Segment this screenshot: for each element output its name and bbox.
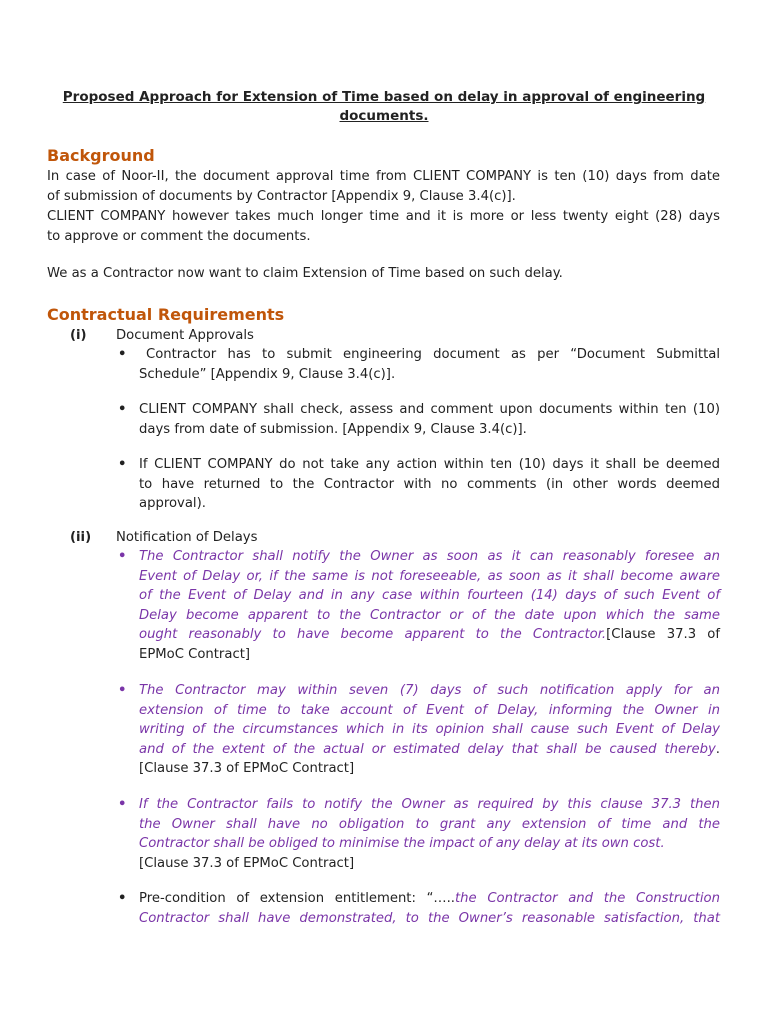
text-line: Contractor has to submit engineering document as per “Document Submittal <box>146 347 720 362</box>
section-number: (i) <box>70 328 87 343</box>
quoted-text: and of the extent of the actual or estimated delay that shall be caused thereby <box>139 741 716 757</box>
text-line: to approve or comment the documents. <box>47 229 311 244</box>
text-line: If CLIENT COMPANY do not take any action within ten (10) days it shall be deemed <box>139 457 720 472</box>
text-line <box>139 625 720 645</box>
text-line: to have returned to the Contractor with no comments (in other words deemed <box>139 476 720 492</box>
background-paragraph-2 <box>47 264 720 284</box>
text-line: the Owner shall have no obligation to grant any extension of time and the <box>139 816 720 832</box>
text-line: Event of Delay or, if the same is not foreseeable, as soon as it shall become aware <box>139 568 720 584</box>
text-line: Delay become apparent to the Contractor or of the date upon which the same <box>139 607 720 623</box>
text-line: The Contractor may within seven (7) days of such notification apply for an <box>139 683 720 698</box>
text-line: The Contractor shall notify the Owner as soon as it can reasonably foresee an <box>139 549 720 564</box>
text-line: of the Event of Delay and in any case within fourteen (14) days of such Event of <box>139 588 720 603</box>
section-number: (ii) <box>70 530 92 545</box>
text-line: writing of the circumstances which in its opinion shall cause such Event of Delay <box>139 722 720 737</box>
text-line: Contractor shall have demonstrated, to the Owner’s reasonable satisfaction, that <box>139 910 720 926</box>
clause-reference: [Clause 37.3 of <box>606 627 720 642</box>
section-title: Notification of Delays <box>116 530 258 545</box>
background-paragraph-1 <box>47 167 720 247</box>
plain-text: Pre-condition of extension entitlement: “….. <box>139 891 455 906</box>
document-title <box>60 88 708 126</box>
contractual-heading: Contractual Requirements <box>47 305 285 324</box>
text-line: of submission of documents by Contractor [Appendix 9, Clause 3.4(c)]. <box>47 189 516 204</box>
title-line-2: documents. <box>339 108 429 124</box>
quoted-text: ought reasonably to have become apparent to the Contractor. <box>139 627 607 642</box>
text-line: CLIENT COMPANY however takes much longer time and it is more or less twenty eight (28) days <box>47 209 720 224</box>
text-line: If the Contractor fails to notify the Owner as required by this clause 37.3 then <box>139 797 720 812</box>
text-line: We as a Contractor now want to claim Extension of Time based on such delay. <box>47 266 563 281</box>
text-line <box>139 740 720 760</box>
bullet-marker: • <box>118 797 127 812</box>
clause-reference: [Clause 37.3 of EPMoC Contract] <box>139 761 355 776</box>
text-line: extension of time to take account of Event of Delay, informing the Owner in <box>139 702 720 718</box>
clause-reference: [Clause 37.3 of EPMoC Contract] <box>139 855 355 871</box>
section-title: Document Approvals <box>116 328 254 343</box>
text-line: days from date of submission. [Appendix 9, Clause 3.4(c)]. <box>139 421 527 437</box>
text-line <box>139 889 720 909</box>
bullet-marker: • <box>118 891 127 906</box>
bullet-marker: • <box>118 347 127 362</box>
text-line: CLIENT COMPANY shall check, assess and comment upon documents within ten (10) <box>139 402 720 417</box>
period: . <box>715 741 720 757</box>
bullet-marker: • <box>118 549 127 564</box>
text-line: approval). <box>139 496 206 511</box>
text-line: Schedule” [Appendix 9, Clause 3.4(c)]. <box>139 366 396 382</box>
title-line-1: Proposed Approach for Extension of Time based on delay in approval of engineering <box>62 89 706 105</box>
bullet-marker: • <box>118 457 127 472</box>
bullet-marker: • <box>118 683 127 698</box>
clause-reference: EPMoC Contract] <box>139 646 251 662</box>
quoted-text: the Contractor and the Construction <box>455 891 720 906</box>
bullet-marker: • <box>118 402 127 417</box>
background-heading: Background <box>47 146 155 165</box>
text-line: Contractor shall be obliged to minimise the impact of any delay at its own cost. <box>139 836 665 851</box>
text-line: In case of Noor-II, the document approval time from CLIENT COMPANY is ten (10) days from date <box>47 169 720 184</box>
